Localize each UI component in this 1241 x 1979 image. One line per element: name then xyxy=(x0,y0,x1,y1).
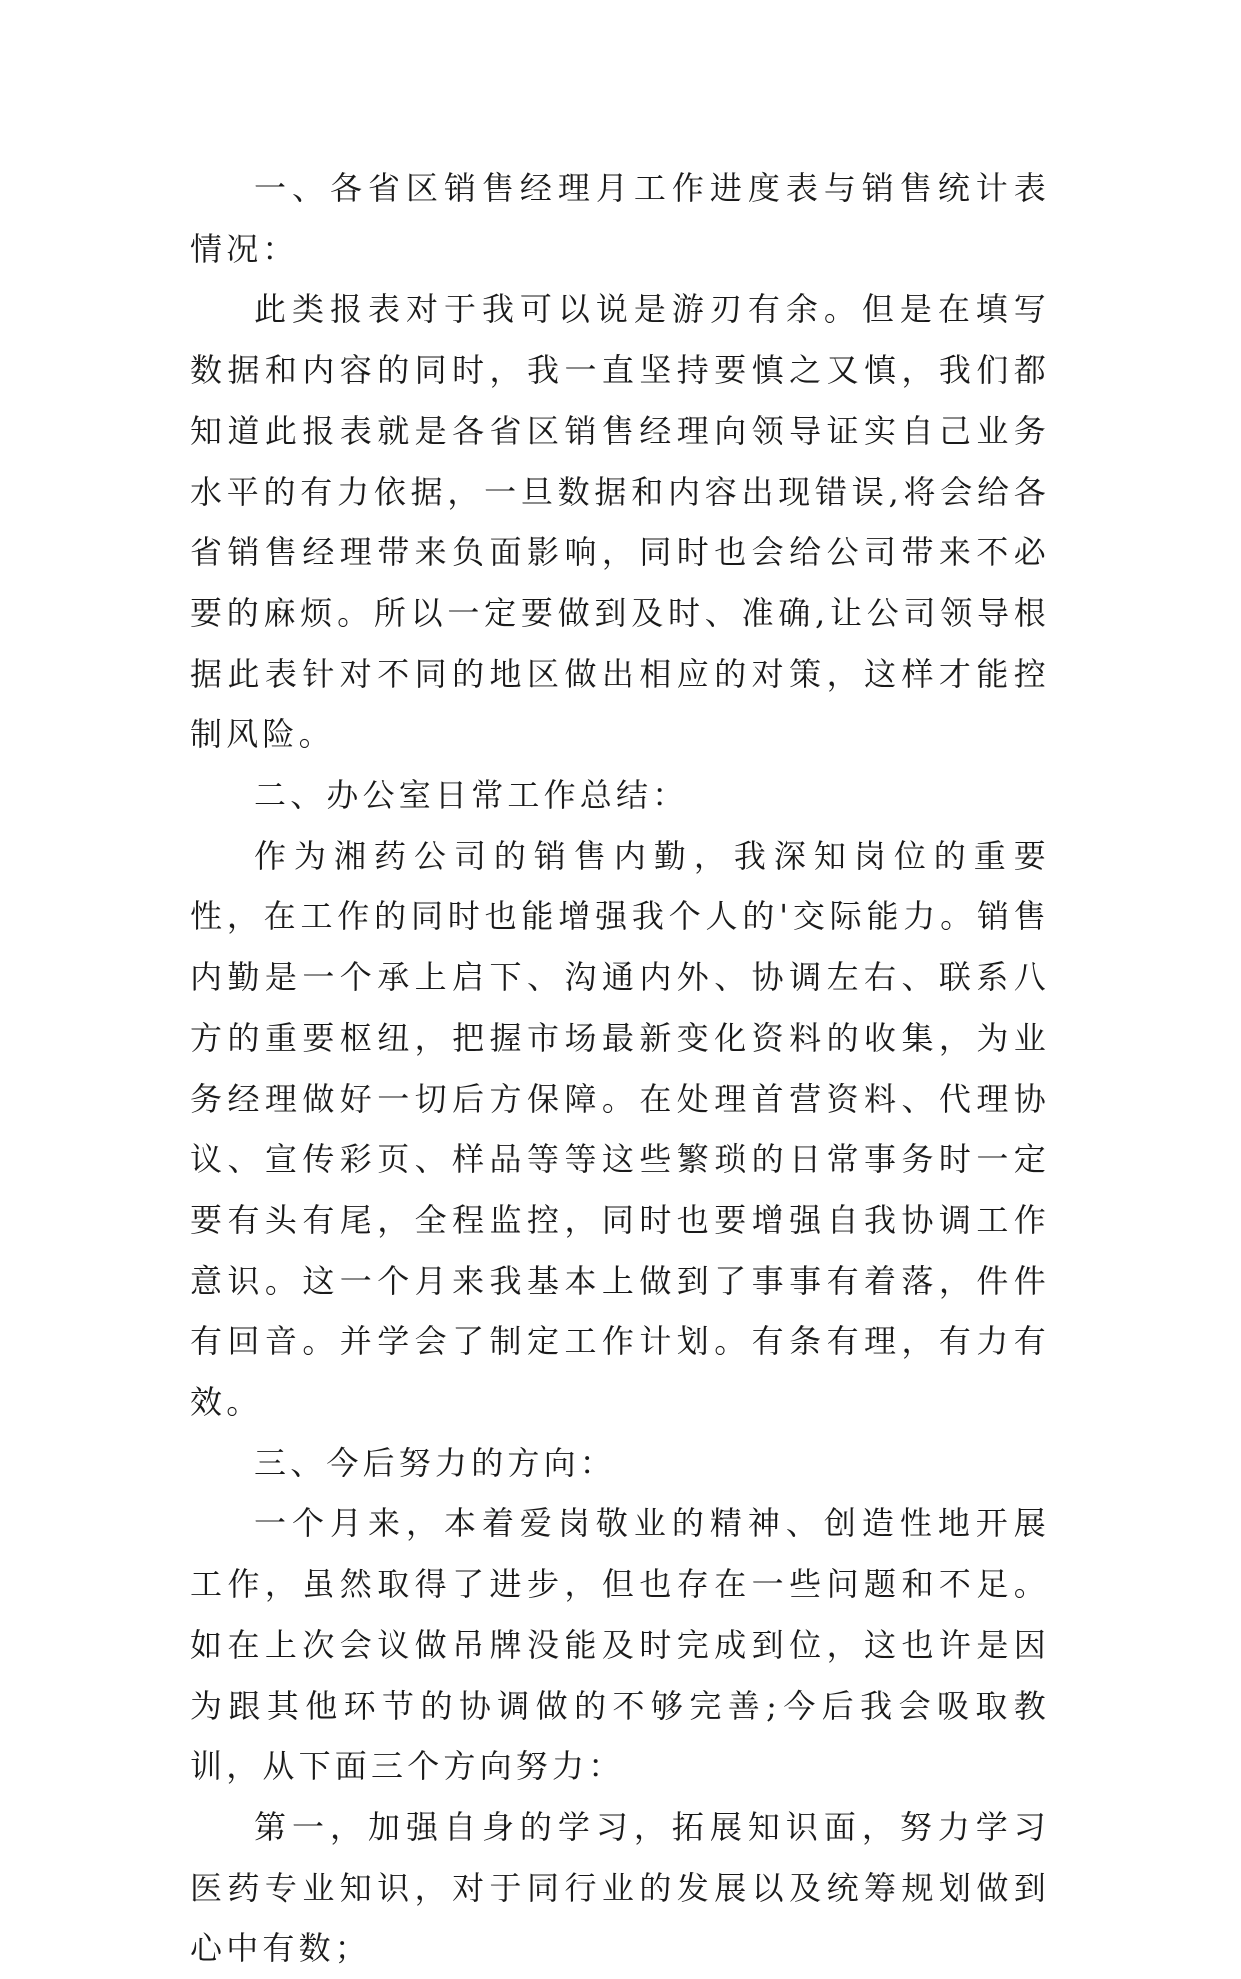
paragraph-office-work: 作为湘药公司的销售内勤，我深知岗位的重要性，在工作的同时也能增强我个人的'交际能力。销售内勤是一个承上启下、沟通内外、协调左右、联系八方的重要枢纽，把握市场最新变化资料的收集，为业务经理做好一切后方保障。在处理首营资料、代理协议、宣传彩页、样品等等这些繁琐的日常事务时一定要有头有尾，全程监控，同时也要增强自我协调工作意识。这一个月来我基本上做到了事事有着落，件件有回音。并学会了制定工作计划。有条有理，有力有效。 xyxy=(190,836,1050,1422)
section-heading-1: 一、各省区销售经理月工作进度表与销售统计表情况： xyxy=(190,169,1050,268)
document-body xyxy=(190,158,1050,1979)
section-heading-3: 三、今后努力的方向： xyxy=(254,1443,617,1482)
paragraph-first-point: 第一，加强自身的学习，拓展知识面，努力学习医药专业知识，对于同行业的发展以及统筹规划做到心中有数； xyxy=(190,1807,1050,1968)
paragraph-reports: 此类报表对于我可以说是游刃有余。但是在填写数据和内容的同时，我一直坚持要慎之又慎，我们都知道此报表就是各省区销售经理向领导证实自己业务水平的有力依据，一旦数据和内容出现错误,将会给各省销售经理带来负面影响，同时也会给公司带来不必要的麻烦。所以一定要做到及时、准确,让公司领导根据此表针对不同的地区做出相应的对策，这样才能控制风险。 xyxy=(190,290,1050,754)
paragraph-future-direction: 一个月来，本着爱岗敬业的精神、创造性地开展工作，虽然取得了进步，但也存在一些问题和不足。如在上次会议做吊牌没能及时完成到位，这也许是因为跟其他环节的协调做的不够完善;今后我会吸取教训，从下面三个方向努力： xyxy=(190,1504,1050,1786)
section-heading-2: 二、办公室日常工作总结： xyxy=(254,776,689,815)
